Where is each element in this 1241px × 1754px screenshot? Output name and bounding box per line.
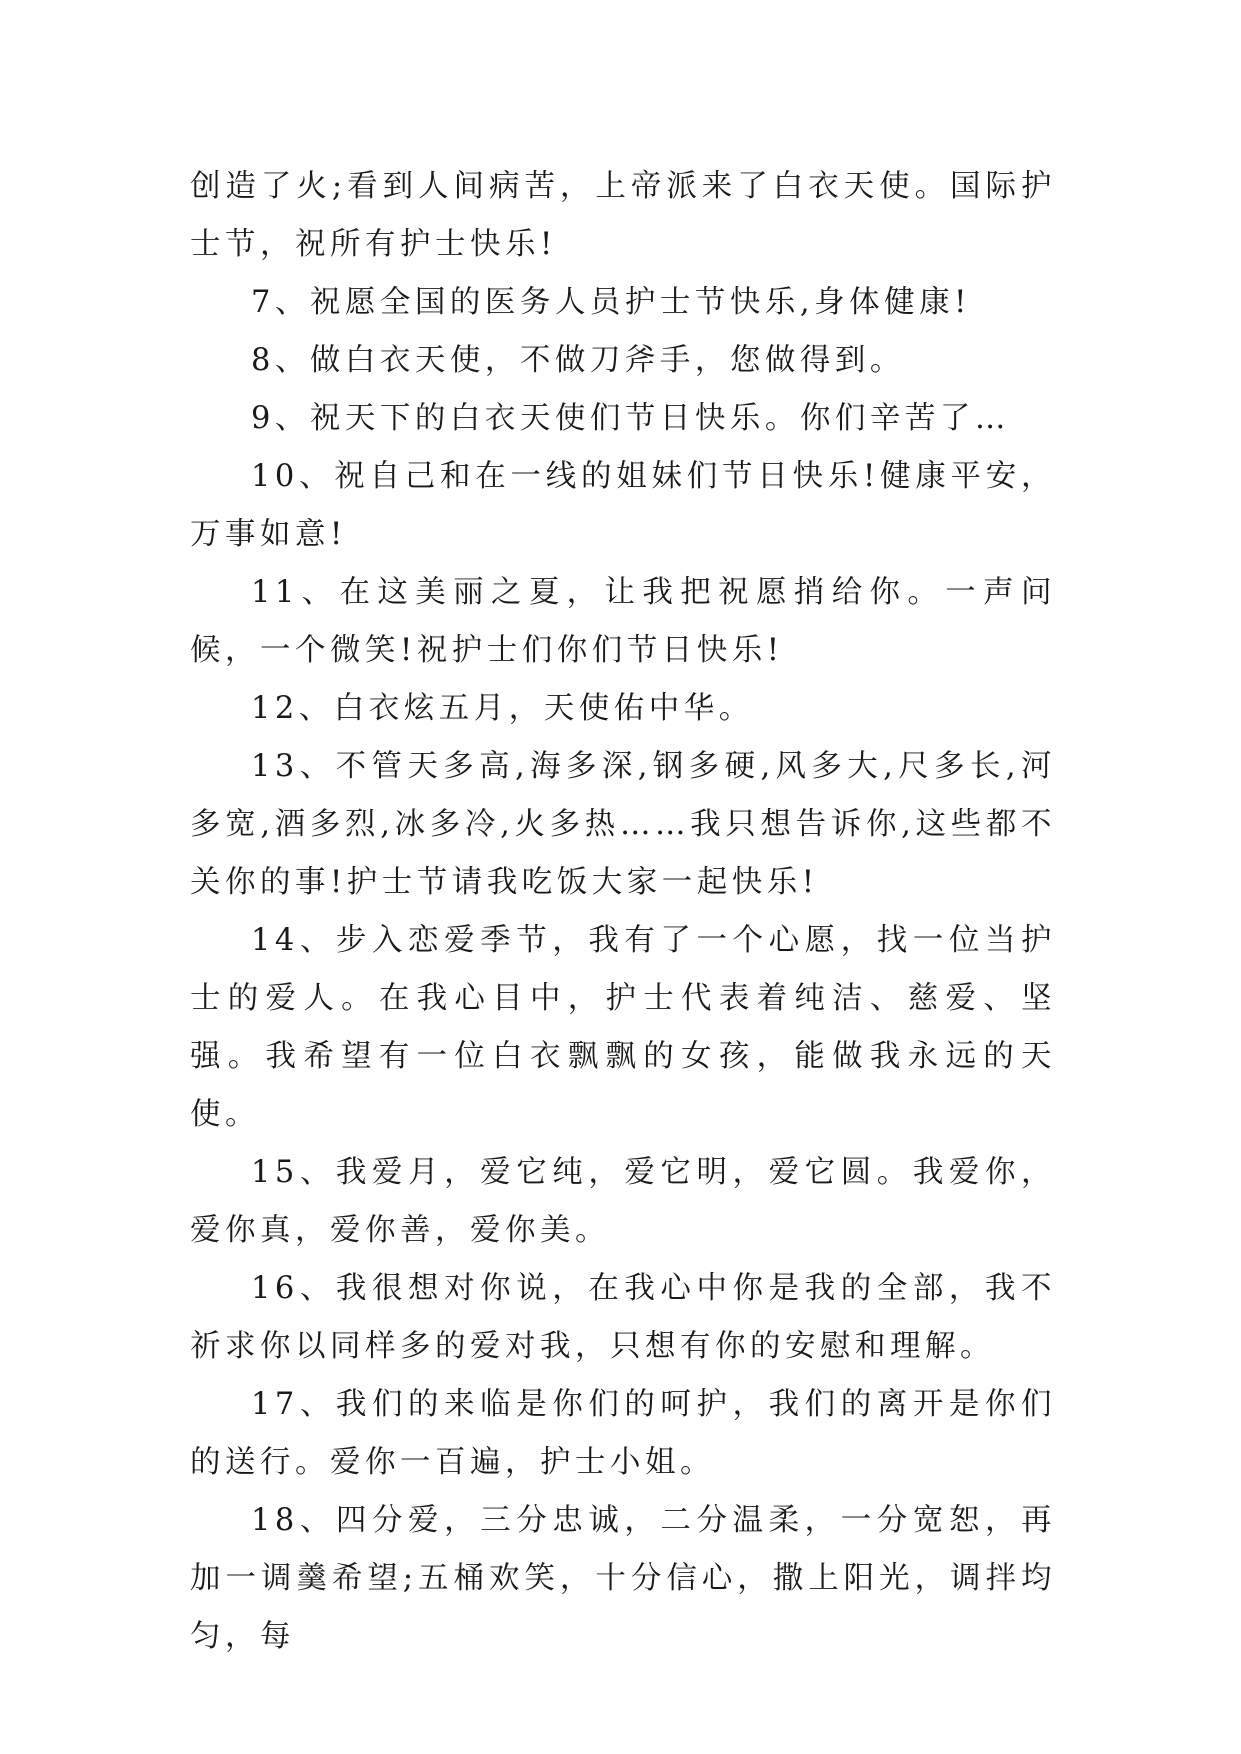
paragraph-8: 8、做白衣天使，不做刀斧手，您做得到。 xyxy=(251,343,905,378)
paragraph-15: 15、我爱月，爱它纯，爱它明，爱它圆。我爱你，爱你真，爱你善，爱你美。 xyxy=(190,1155,1056,1248)
paragraph-17: 17、我们的来临是你们的呵护，我们的离开是你们的送行。爱你一百遍，护士小姐。 xyxy=(190,1387,1056,1480)
document-page xyxy=(190,158,1056,1666)
paragraph-9: 9、祝天下的白衣天使们节日快乐。你们辛苦了… xyxy=(251,401,1010,436)
paragraph-12: 12、白衣炫五月，天使佑中华。 xyxy=(251,691,754,726)
paragraph-16: 16、我很想对你说，在我心中你是我的全部，我不祈求你以同样多的爱对我，只想有你的安慰和理解。 xyxy=(190,1271,1056,1364)
paragraph-7: 7、祝愿全国的医务人员护士节快乐,身体健康! xyxy=(251,285,971,320)
paragraph-14: 14、步入恋爱季节，我有了一个心愿，找一位当护士的爱人。在我心目中，护士代表着纯洁、慈爱、坚强。我希望有一位白衣飘飘的女孩，能做我永远的天使。 xyxy=(190,923,1056,1132)
paragraph-10: 10、祝自己和在一线的姐妹们节日快乐!健康平安，万事如意! xyxy=(190,459,1056,552)
paragraph-13: 13、不管天多高,海多深,钢多硬,风多大,尺多长,河多宽,酒多烈,冰多冷,火多热……我只想告诉你,这些都不关你的事!护士节请我吃饭大家一起快乐! xyxy=(190,749,1056,900)
paragraph-18: 18、四分爱，三分忠诚，二分温柔，一分宽恕，再加一调羹希望;五桶欢笑，十分信心，撒上阳光，调拌均匀，每 xyxy=(190,1503,1056,1654)
paragraph-11: 11、在这美丽之夏，让我把祝愿捎给你。一声问候，一个微笑!祝护士们你们节日快乐! xyxy=(190,575,1056,668)
paragraph-continued: 创造了火;看到人间病苦，上帝派来了白衣天使。国际护士节，祝所有护士快乐! xyxy=(190,169,1056,262)
